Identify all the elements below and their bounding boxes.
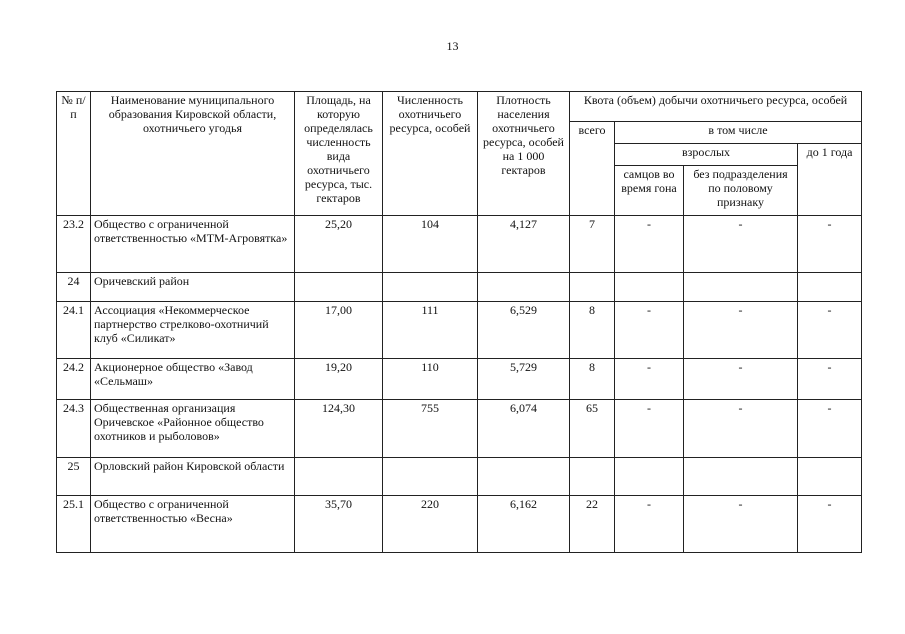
page-number: 13 [446,39,459,53]
header-count: Численность охотничьего ресурса, особей [383,92,478,216]
row-no-sex: - [684,302,798,359]
row-density [478,273,570,302]
row-no-sex: - [684,359,798,400]
header-name: Наименование муниципального образования Кировской области, охотничьего угодья [91,92,295,216]
row-area [295,458,383,496]
header-area: Площадь, на которую определялась численность вида охотничьего ресурса, тыс. гектаров [295,92,383,216]
table-row [57,458,862,496]
header-males: самцов во время гона [615,166,684,216]
table-row [57,400,862,458]
row-density: 5,729 [478,359,570,400]
row-area: 25,20 [295,216,383,273]
row-males: - [615,496,684,553]
row-name: Общественная организация Оричевское «Районное общество охотников и рыболовов» [91,400,295,458]
row-num: 24.3 [57,400,91,458]
header-no-sex: без подразделения по половому признаку [684,166,798,216]
header-num: № п/п [57,92,91,216]
row-males: - [615,302,684,359]
row-under-one [798,458,862,496]
row-under-one: - [798,496,862,553]
row-under-one: - [798,216,862,273]
row-density: 6,529 [478,302,570,359]
row-num: 24.1 [57,302,91,359]
table-row [57,359,862,400]
header-adults: взрослых [615,144,798,166]
row-males: - [615,359,684,400]
header-including: в том числе [615,122,862,144]
row-count: 220 [383,496,478,553]
row-total [570,273,615,302]
row-count: 111 [383,302,478,359]
row-no-sex: - [684,400,798,458]
row-males [615,458,684,496]
row-num: 24 [57,273,91,302]
header-density: Плотность населения охотничьего ресурса, особей на 1 000 гектаров [478,92,570,216]
row-density: 6,162 [478,496,570,553]
row-total: 8 [570,359,615,400]
row-area: 35,70 [295,496,383,553]
row-total: 65 [570,400,615,458]
header-total: всего [570,122,615,216]
row-name: Ассоциация «Некоммерческое партнерство стрелково-охотничий клуб «Силикат» [91,302,295,359]
row-under-one: - [798,400,862,458]
row-no-sex: - [684,496,798,553]
quota-table [56,91,862,553]
table-row [57,496,862,553]
row-total: 7 [570,216,615,273]
header-under-one: до 1 года [798,144,862,216]
row-no-sex [684,273,798,302]
row-name: Акционерное общество «Завод «Сельмаш» [91,359,295,400]
row-name: Общество с ограниченной ответственностью «Весна» [91,496,295,553]
row-under-one: - [798,302,862,359]
row-males: - [615,216,684,273]
table-row [57,216,862,273]
row-count [383,458,478,496]
row-total: 22 [570,496,615,553]
row-under-one: - [798,359,862,400]
row-density: 4,127 [478,216,570,273]
row-no-sex [684,458,798,496]
row-total [570,458,615,496]
row-density: 6,074 [478,400,570,458]
row-count: 104 [383,216,478,273]
row-total: 8 [570,302,615,359]
row-name: Оричевский район [91,273,295,302]
row-males: - [615,400,684,458]
row-under-one [798,273,862,302]
row-area: 19,20 [295,359,383,400]
header-row-1 [57,92,862,122]
row-count: 755 [383,400,478,458]
row-count: 110 [383,359,478,400]
row-name: Орловский район Кировской области [91,458,295,496]
row-name: Общество с ограниченной ответственностью «МТМ-Агровятка» [91,216,295,273]
row-num: 25.1 [57,496,91,553]
row-density [478,458,570,496]
row-area: 124,30 [295,400,383,458]
row-no-sex: - [684,216,798,273]
row-num: 23.2 [57,216,91,273]
row-area [295,273,383,302]
row-count [383,273,478,302]
header-quota: Квота (объем) добычи охотничьего ресурса, особей [570,92,862,122]
row-num: 25 [57,458,91,496]
row-num: 24.2 [57,359,91,400]
row-males [615,273,684,302]
row-area: 17,00 [295,302,383,359]
table-row [57,302,862,359]
table-row [57,273,862,302]
